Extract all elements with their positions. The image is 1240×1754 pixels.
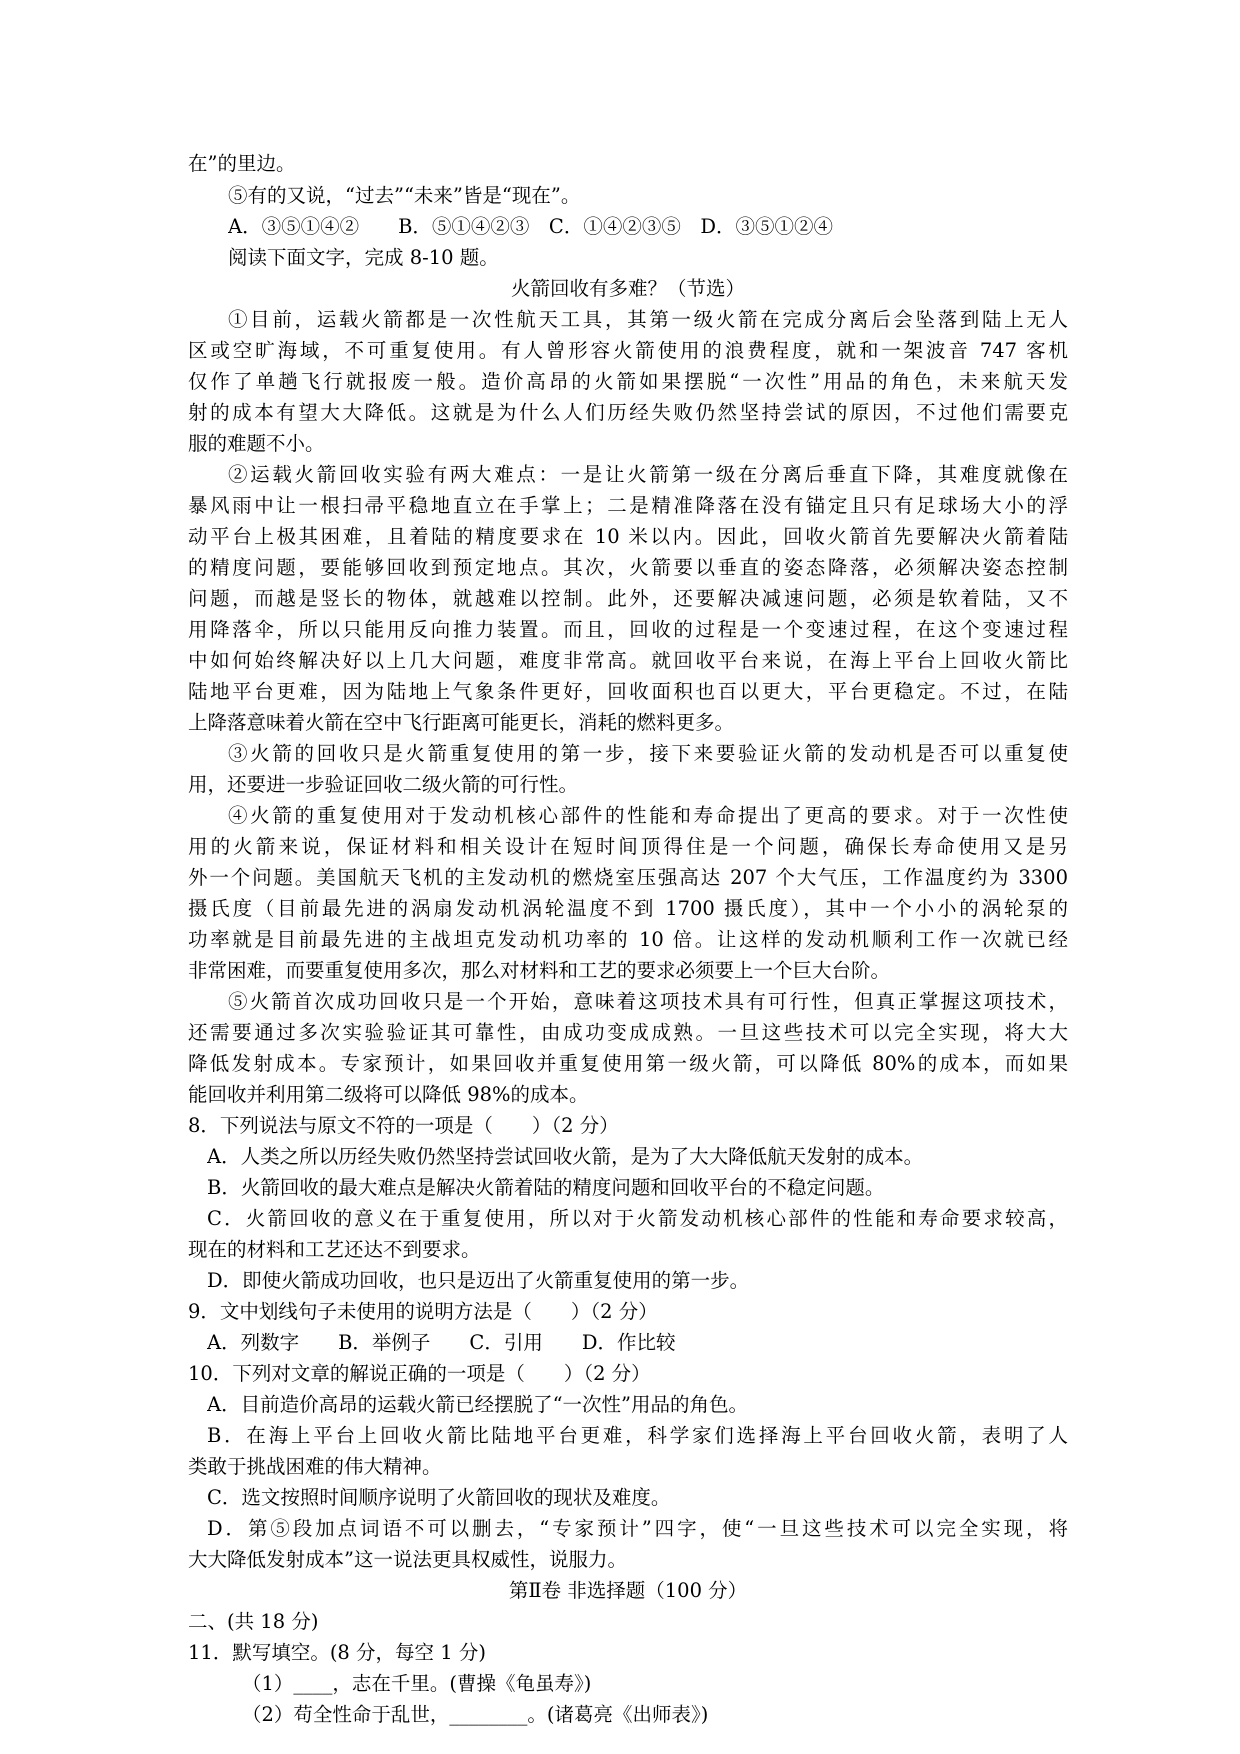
section-label: 二、(共 18 分) <box>188 1610 319 1633</box>
text-line: ⑤有的又说，“过去”“未来”皆是“现在”。 <box>228 184 581 207</box>
option-line: D．第⑤段加点词语不可以删去，“专家预计”四字，使“一旦这些技术可以完全实现，将 <box>207 1517 1068 1540</box>
question-10: 10．下列对文章的解说正确的一项是（ ）（2 分） <box>188 1362 651 1385</box>
option-line: A．③⑤①④② B．⑤①④②③ C．①④②③⑤ D．③⑤①②④ <box>228 215 833 238</box>
option-line: B．在海上平台上回收火箭比陆地平台更难，科学家们选择海上平台回收火箭，表明了人 <box>207 1424 1068 1447</box>
paragraph-line: 上降落意味着火箭在空中飞行距离可能更长，消耗的燃料更多。 <box>188 711 735 734</box>
paragraph-line: ②运载火箭回收实验有两大难点：一是让火箭第一级在分离后垂直下降，其难度就像在 <box>228 463 1068 486</box>
question-9: 9．文中划线句子未使用的说明方法是（ ）（2 分） <box>188 1300 658 1323</box>
section-heading: 第Ⅱ卷 非选择题（100 分） <box>508 1579 748 1602</box>
option-line: A．列数字 B．举例子 C．引用 D．作比较 <box>207 1331 676 1354</box>
paragraph-line: 服的难题不小。 <box>188 432 325 455</box>
paragraph-line: 用降落伞，所以只能用反向推力装置。而且，回收的过程是一个变速过程，在这个变速过程 <box>188 618 1068 641</box>
paragraph-line: 非常困难，而要重复使用多次，那么对材料和工艺的要求必须要上一个巨大台阶。 <box>188 959 891 982</box>
option-line: 类敢于挑战困难的伟大精神。 <box>188 1455 442 1478</box>
paragraph-line: 区或空旷海域，不可重复使用。有人曾形容火箭使用的浪费程度，就和一架波音 747 客机 <box>188 339 1068 362</box>
paragraph-line: 功率就是目前最先进的主战坦克发动机功率的 10 倍。让这样的发动机顺利工作一次就已经 <box>188 928 1068 951</box>
paragraph-line: 陆地平台更难，因为陆地上气象条件更好，回收面积也百以更大，平台更稳定。不过，在陆 <box>188 680 1068 703</box>
option-line: C．火箭回收的意义在于重复使用，所以对于火箭发动机核心部件的性能和寿命要求较高， <box>207 1207 1068 1230</box>
paragraph-line: 暴风雨中让一根扫帚平稳地直立在手掌上；二是精准降落在没有锚定且只有足球场大小的浮 <box>188 494 1068 517</box>
article-title: 火箭回收有多难？（节选） <box>510 277 745 300</box>
fill-blank-line: （1）____，志在千里。(曹操《龟虽寿》) <box>242 1672 592 1695</box>
option-line: 大大降低发射成本”这一说法更具权威性，说服力。 <box>188 1548 627 1571</box>
paragraph-line: ⑤火箭首次成功回收只是一个开始，意味着这项技术具有可行性，但真正掌握这项技术， <box>228 990 1068 1013</box>
question-8: 8．下列说法与原文不符的一项是（ ）（2 分） <box>188 1114 619 1137</box>
paragraph-line: ④火箭的重复使用对于发动机核心部件的性能和寿命提出了更高的要求。对于一次性使 <box>228 804 1068 827</box>
paragraph-line: 用的火箭来说，保证材料和相关设计在短时间顶得住是一个问题，确保长寿命使用又是另 <box>188 835 1068 858</box>
paragraph-line: 还需要通过多次实验验证其可靠性，由成功变成成熟。一旦这些技术可以完全实现，将大大 <box>188 1021 1068 1044</box>
option-line: A．目前造价高昂的运载火箭已经摆脱了“一次性”用品的角色。 <box>207 1393 749 1416</box>
paragraph-line: ③火箭的回收只是火箭重复使用的第一步，接下来要验证火箭的发动机是否可以重复使 <box>228 742 1068 765</box>
option-line: C．选文按照时间顺序说明了火箭回收的现状及难度。 <box>207 1486 671 1509</box>
instruction-line: 阅读下面文字，完成 8-10 题。 <box>228 246 499 269</box>
paragraph-line: ①目前，运载火箭都是一次性航天工具，其第一级火箭在完成分离后会坠落到陆上无人 <box>228 308 1068 331</box>
paragraph-line: 能回收并利用第二级将可以降低 98%的成本。 <box>188 1083 589 1106</box>
option-line: B．火箭回收的最大难点是解决火箭着陆的精度问题和回收平台的不稳定问题。 <box>207 1176 885 1199</box>
fill-blank-line: （2）苟全性命于乱世，________。(诸葛亮《出师表》) <box>242 1703 709 1726</box>
paragraph-line: 摄氏度（目前最先进的涡扇发动机涡轮温度不到 1700 摄氏度），其中一个小小的涡轮泵的 <box>188 897 1068 920</box>
option-line: A．人类之所以历经失败仍然坚持尝试回收火箭，是为了大大降低航天发射的成本。 <box>207 1145 924 1168</box>
text-line: 在”的里边。 <box>188 152 296 175</box>
paragraph-line: 的精度问题，要能够回收到预定地点。其次，火箭要以垂直的姿态降落，必须解决姿态控制 <box>188 556 1068 579</box>
paragraph-line: 动平台上极其困难，且着陆的精度要求在 10 米以内。因此，回收火箭首先要解决火箭着陆 <box>188 525 1068 548</box>
paragraph-line: 中如何始终解决好以上几大问题，难度非常高。就回收平台来说，在海上平台上回收火箭比 <box>188 649 1068 672</box>
option-line: 现在的材料和工艺还达不到要求。 <box>188 1238 481 1261</box>
question-11: 11．默写填空。(8 分，每空 1 分) <box>188 1641 486 1664</box>
paragraph-line: 问题，而越是竖长的物体，就越难以控制。此外，还要解决减速问题，必须是软着陆，又不 <box>188 587 1068 610</box>
paragraph-line: 降低发射成本。专家预计，如果回收并重复使用第一级火箭，可以降低 80%的成本，而如果 <box>188 1052 1068 1075</box>
paragraph-line: 用，还要进一步验证回收二级火箭的可行性。 <box>188 773 579 796</box>
paragraph-line: 射的成本有望大大降低。这就是为什么人们历经失败仍然坚持尝试的原因，不过他们需要克 <box>188 401 1068 424</box>
option-line: D．即使火箭成功回收，也只是迈出了火箭重复使用的第一步。 <box>207 1269 750 1292</box>
paragraph-line: 仅作了单趟飞行就报废一般。造价高昂的火箭如果摆脱“一次性”用品的角色，未来航天发 <box>188 370 1068 393</box>
paragraph-line: 外一个问题。美国航天飞机的主发动机的燃烧室压强高达 207 个大气压，工作温度约为 3300 <box>188 866 1068 889</box>
